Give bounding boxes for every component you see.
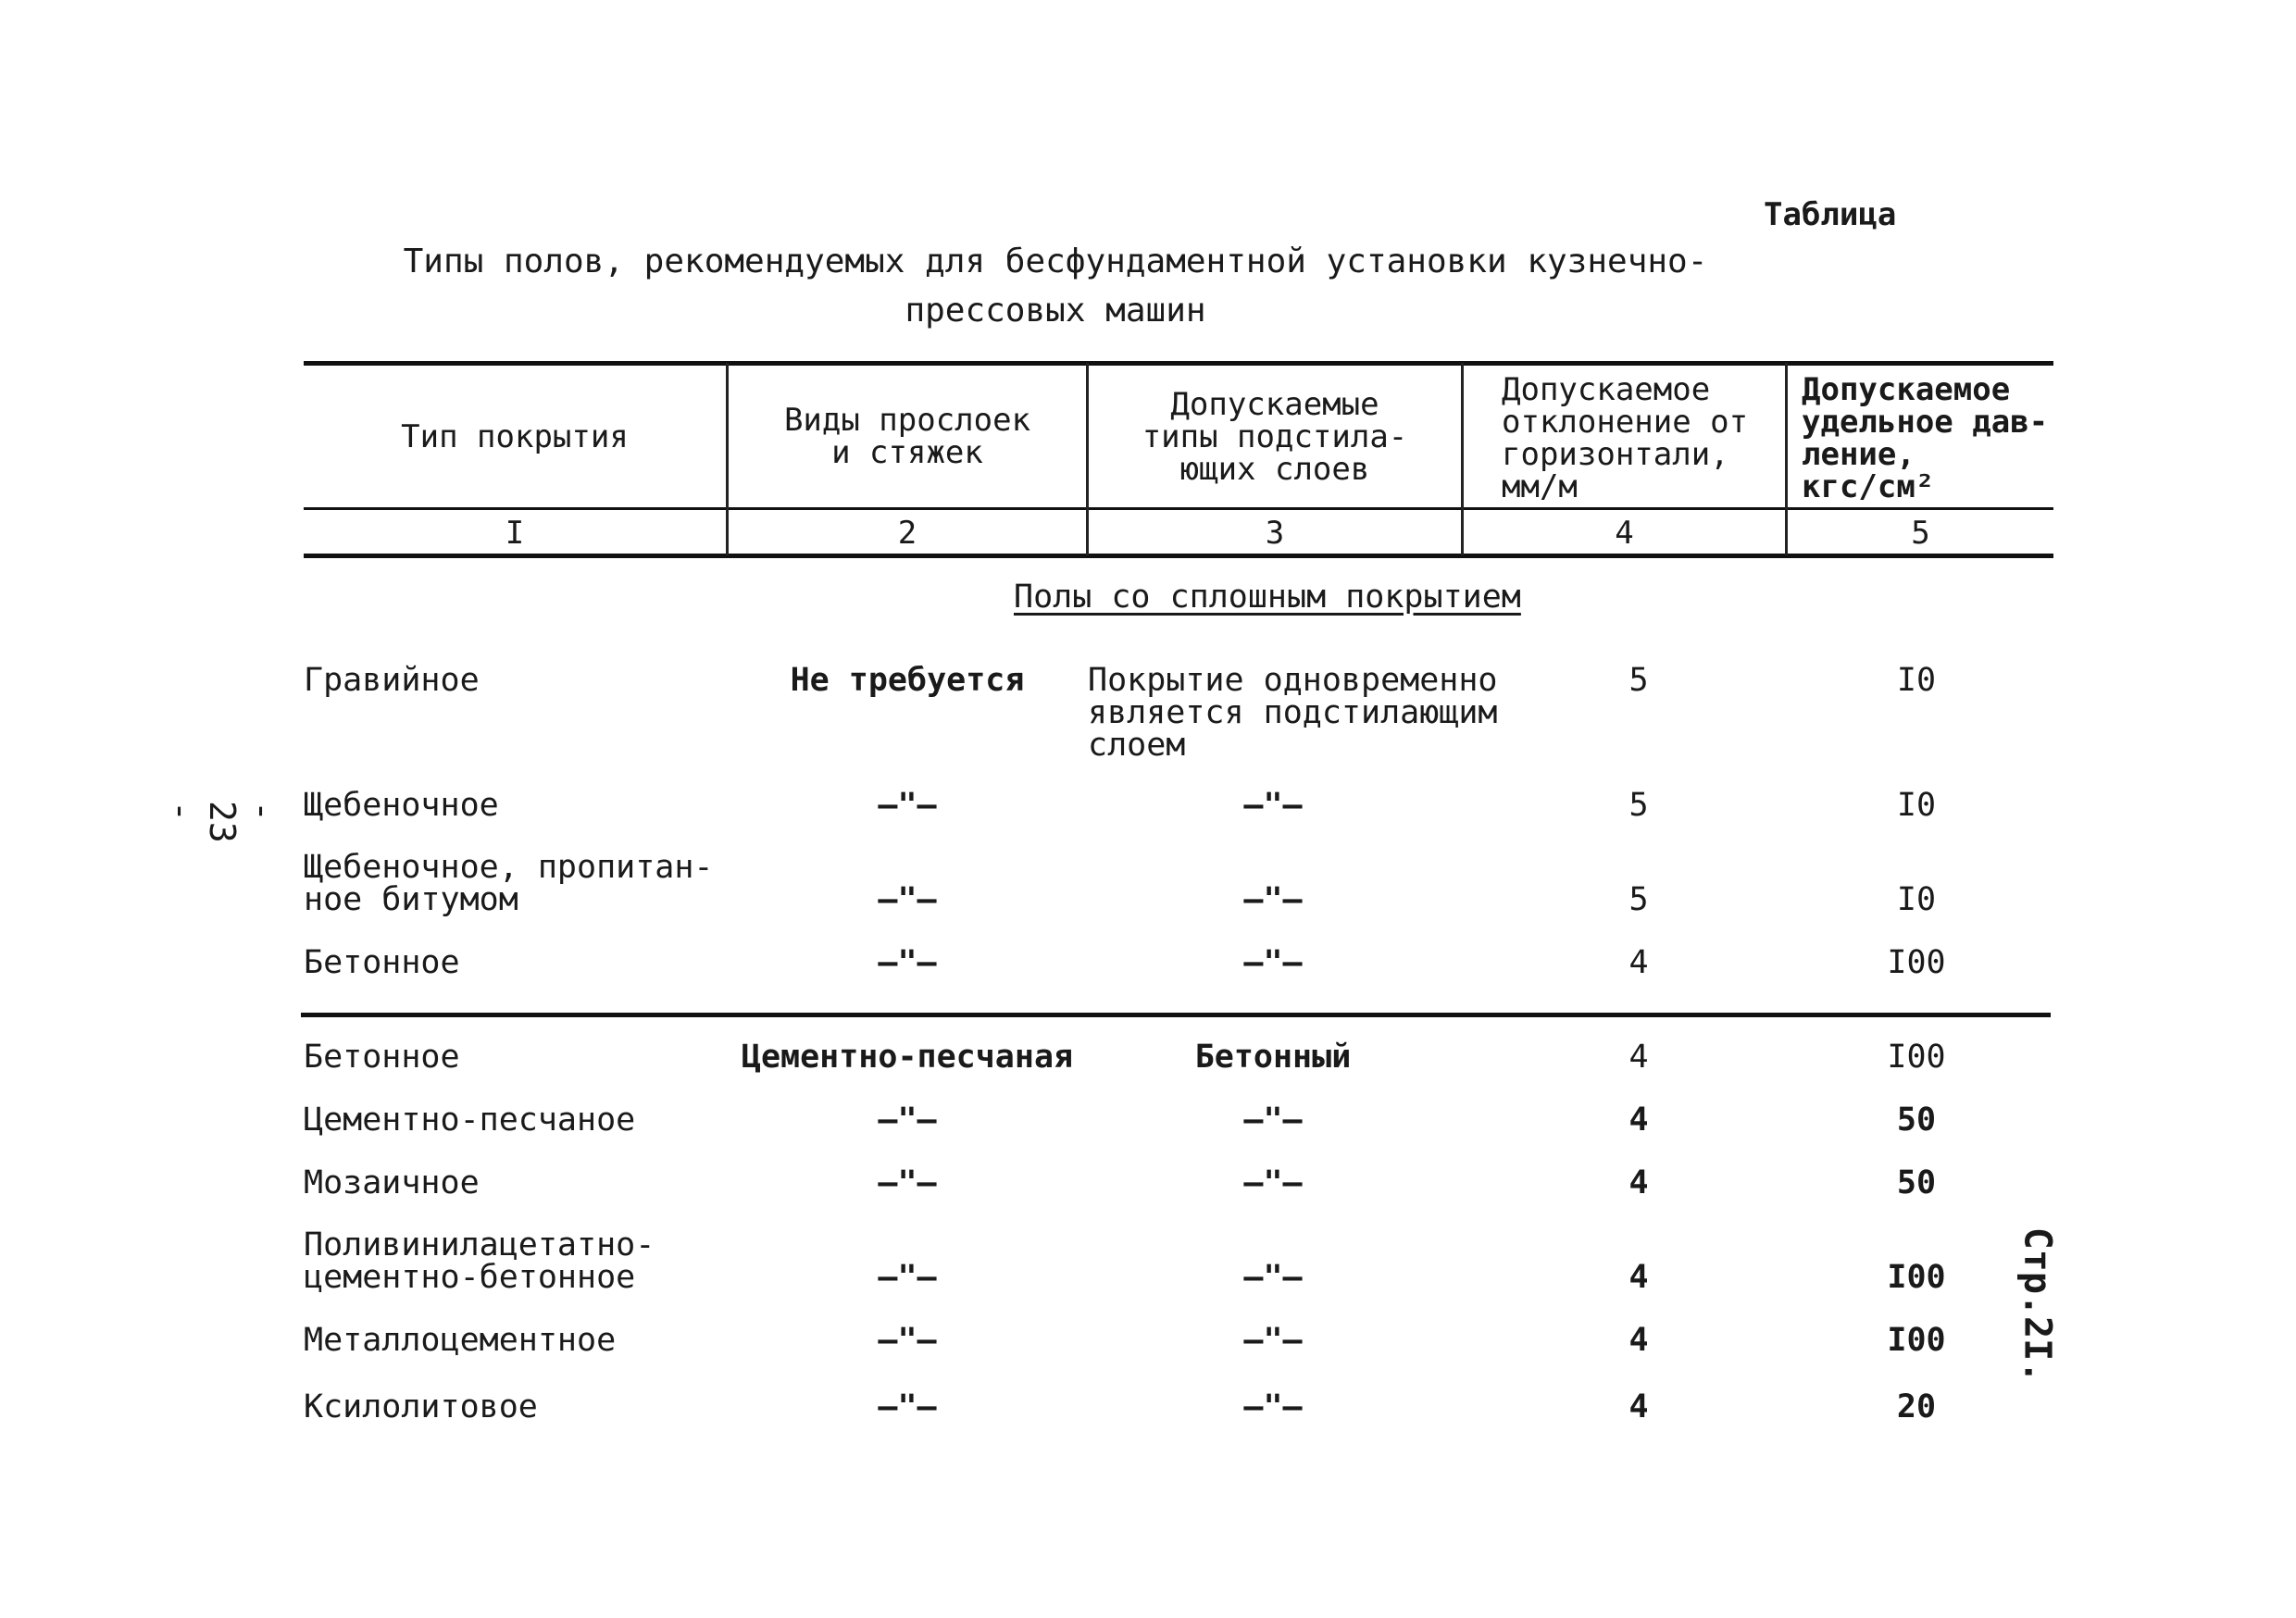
cell-deviation: 5 bbox=[1628, 787, 1649, 824]
cell-sublayer: –"– bbox=[1243, 1388, 1303, 1425]
cell-deviation: 4 bbox=[1628, 1164, 1649, 1201]
header-cover-type: Тип покрытия bbox=[401, 417, 629, 455]
cell-sublayer: –"– bbox=[1243, 1101, 1303, 1139]
header-divider-rule bbox=[304, 507, 2053, 510]
cell-layers: –"– bbox=[878, 1101, 937, 1139]
cell-pressure: I00 bbox=[1887, 1259, 1946, 1296]
cell-deviation: 4 bbox=[1628, 1388, 1649, 1425]
cell-sublayer: –"– bbox=[1243, 787, 1303, 824]
cell-pressure: 50 bbox=[1896, 1101, 1937, 1139]
page-number: Стр.2I. bbox=[2015, 1226, 2059, 1384]
cell-cover-type: Поливинилацетатно- цементно-бетонное bbox=[304, 1226, 655, 1296]
cell-cover-type: Щебеночное, пропитан- ное битумом bbox=[304, 849, 714, 918]
cell-deviation: 4 bbox=[1628, 1039, 1649, 1076]
table-top-rule bbox=[304, 361, 2053, 366]
side-page-marker: - 23 - bbox=[161, 801, 283, 843]
cell-layers: –"– bbox=[878, 881, 937, 918]
cell-sublayer: Бетонный bbox=[1194, 1039, 1352, 1076]
cell-layers: –"– bbox=[878, 1322, 937, 1359]
cell-layers: –"– bbox=[878, 944, 937, 981]
cell-deviation: 4 bbox=[1628, 944, 1649, 981]
table-caption-line-1: Типы полов, рекомендуемых для бесфундаментной установки кузнечно- bbox=[403, 243, 1708, 280]
cell-pressure: 20 bbox=[1896, 1388, 1937, 1425]
numbers-bottom-rule bbox=[304, 554, 2053, 558]
cell-cover-type: Ксилолитовое bbox=[304, 1388, 538, 1425]
cell-cover-type: Щебеночное bbox=[304, 787, 499, 824]
header-layers: Виды прослоек и стяжек bbox=[783, 402, 1031, 471]
cell-pressure: I0 bbox=[1896, 662, 1937, 699]
cell-pressure: 50 bbox=[1896, 1164, 1937, 1201]
cell-sublayer: –"– bbox=[1243, 1164, 1303, 1201]
column-number-1: I bbox=[505, 515, 525, 552]
cell-sublayer: –"– bbox=[1243, 944, 1303, 981]
cell-pressure: I0 bbox=[1896, 881, 1937, 918]
cell-deviation: 4 bbox=[1628, 1322, 1649, 1359]
cell-layers: –"– bbox=[878, 787, 937, 824]
cell-sublayer: –"– bbox=[1243, 881, 1303, 918]
cell-cover-type: Мозаичное bbox=[304, 1164, 480, 1201]
cell-layers: Не требуется bbox=[790, 662, 1025, 699]
table-label: Таблица bbox=[1764, 196, 1897, 233]
cell-sublayer: Покрытие одновременно является подстилающим слоем bbox=[1088, 662, 1498, 764]
cell-cover-type: Цементно-песчаное bbox=[304, 1101, 636, 1139]
table-caption-line-2: прессовых машин bbox=[905, 292, 1206, 330]
header-sublayers: Допускаемые типы подстила- ющих слоев bbox=[1142, 385, 1408, 488]
header-deviation: Допускаемое отклонение от горизонтали, мм/м bbox=[1502, 371, 1749, 505]
cell-pressure: I0 bbox=[1896, 787, 1937, 824]
cell-layers: Цементно-песчаная bbox=[741, 1039, 1074, 1076]
cell-cover-type: Металлоцементное bbox=[304, 1322, 617, 1359]
cell-pressure: I00 bbox=[1887, 944, 1946, 981]
cell-cover-type: Гравийное bbox=[304, 662, 480, 699]
column-number-2: 2 bbox=[897, 515, 917, 552]
cell-deviation: 5 bbox=[1628, 662, 1649, 699]
header-pressure: Допускаемое удельное дав- ление, кгс/см² bbox=[1802, 371, 2049, 505]
column-number-3: 3 bbox=[1265, 515, 1285, 552]
cell-sublayer: –"– bbox=[1243, 1322, 1303, 1359]
cell-deviation: 4 bbox=[1628, 1101, 1649, 1139]
column-number-5: 5 bbox=[1911, 515, 1930, 552]
cell-cover-type: Бетонное bbox=[304, 944, 460, 981]
cell-deviation: 5 bbox=[1628, 881, 1649, 918]
cell-deviation: 4 bbox=[1628, 1259, 1649, 1296]
section-title: Полы со сплошным покрытием bbox=[1014, 579, 1521, 616]
group-divider-rule bbox=[301, 1013, 2051, 1017]
cell-pressure: I00 bbox=[1887, 1039, 1946, 1076]
column-number-4: 4 bbox=[1615, 515, 1634, 552]
cell-sublayer: –"– bbox=[1243, 1259, 1303, 1296]
cell-pressure: I00 bbox=[1887, 1322, 1946, 1359]
cell-layers: –"– bbox=[878, 1259, 937, 1296]
cell-layers: –"– bbox=[878, 1388, 937, 1425]
cell-layers: –"– bbox=[878, 1164, 937, 1201]
cell-cover-type: Бетонное bbox=[304, 1039, 460, 1076]
